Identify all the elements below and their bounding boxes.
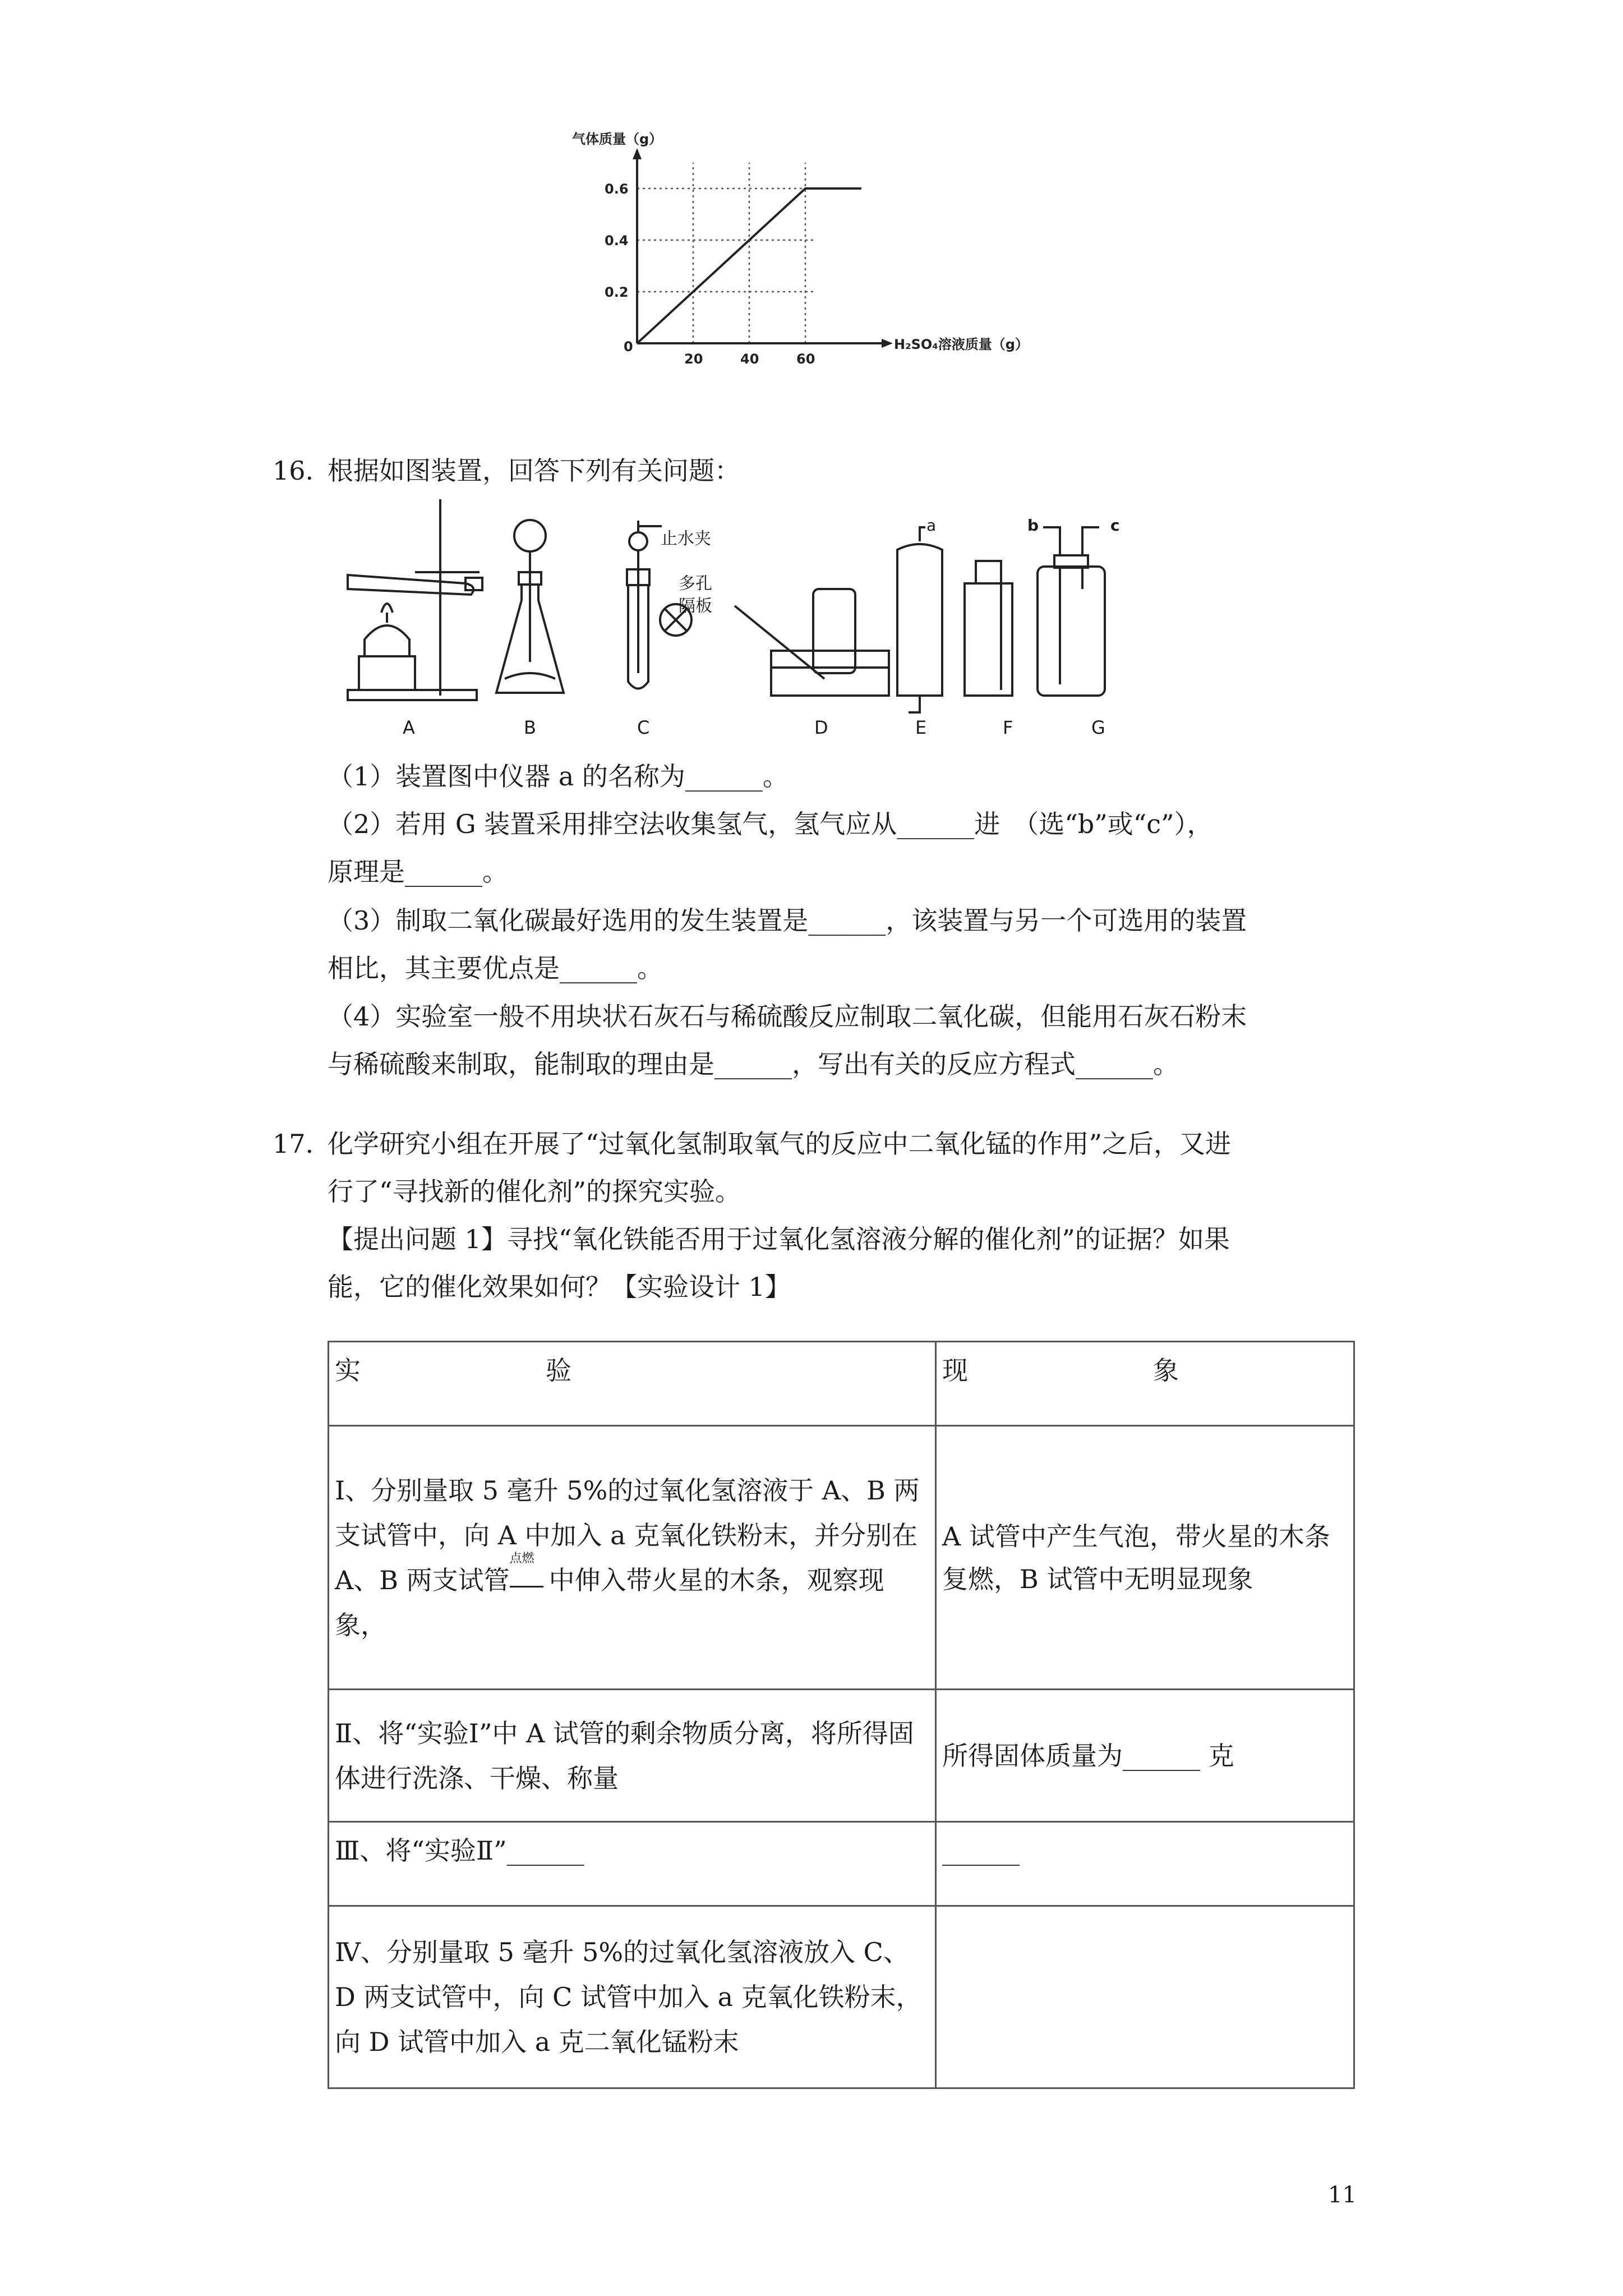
chart-y-arrow xyxy=(633,148,642,159)
q16-stem: 根据如图装置，回答下列有关问题： xyxy=(328,455,740,486)
apparatus-tag-c: c xyxy=(1110,516,1120,535)
q17-problem-line2: 能，它的催化效果如何？【实验设计 1】 xyxy=(328,1272,791,1302)
row3-experiment: Ⅲ、将“实验Ⅱ”______ xyxy=(329,1822,936,1906)
q16-sub4-line1: （4）实验室一般不用块状石灰石与稀硫酸反应制取二氧化碳，但能用石灰石粉末 xyxy=(328,1001,1247,1032)
apparatus-annot-porous-2: 隔板 xyxy=(679,596,712,616)
q16-sub2-line2: 原理是______。 xyxy=(328,857,508,887)
header-experiment: 实 验 xyxy=(329,1342,936,1426)
chart-x-tick-label: 40 xyxy=(740,351,759,365)
table-header-row xyxy=(329,1342,1354,1426)
apparatus-label-b: B xyxy=(524,717,536,738)
chart-x-arrow xyxy=(882,339,893,348)
apparatus-label-f: F xyxy=(1003,717,1013,738)
q17-stem-line1: 化学研究小组在开展了“过氧化氢制取氧气的反应中二氧化锰的作用”之后，又进 xyxy=(328,1129,1232,1159)
chart-y-tick-label: 0.6 xyxy=(605,181,629,197)
apparatus-tag-a: a xyxy=(926,516,937,535)
ignite-mark: 点燃 xyxy=(510,1571,549,1594)
apparatus-label-c: C xyxy=(637,717,650,738)
apparatus-figure xyxy=(331,494,1150,746)
apparatus-e xyxy=(897,527,942,712)
chart-y-tick-label: 0.2 xyxy=(605,284,629,300)
experiment-table xyxy=(328,1341,1355,2089)
apparatus-label-d: D xyxy=(814,717,828,738)
chart-grid xyxy=(637,163,813,343)
q17-problem-line1: 【提出问题 1】寻找“氧化铁能否用于过氧化氢溶液分解的催化剂”的证据？如果 xyxy=(328,1224,1230,1254)
table-row xyxy=(329,1426,1354,1690)
q17-number: 17. xyxy=(273,1129,314,1159)
table-row xyxy=(329,1906,1354,2088)
apparatus-annot-porous-1: 多孔 xyxy=(679,574,712,593)
row1-experiment: Ⅰ、分别量取 5 毫升 5%的过氧化氢溶液于 A、B 两支试管中，向 A 中加入 a 克氧化铁粉末，并分别在 A、B 两支试管 点燃 中伸入带火星的木条，观察现象， xyxy=(329,1426,936,1690)
gas-mass-chart xyxy=(561,123,1077,365)
row2-experiment: Ⅱ、将“实验Ⅰ”中 A 试管的剩余物质分离，将所得固体进行洗涤、干燥、称量 xyxy=(329,1690,936,1822)
row4-experiment: Ⅳ、分别量取 5 毫升 5%的过氧化氢溶液放入 C、D 两支试管中，向 C 试管中加入 a 克氧化铁粉末，向 D 试管中加入 a 克二氧化锰粉末 xyxy=(329,1906,936,2088)
chart-origin-label: 0 xyxy=(624,339,633,355)
q16-sub3-line2: 相比，其主要优点是______。 xyxy=(328,953,663,983)
apparatus-d xyxy=(735,589,889,696)
chart-y-tick-label: 0.4 xyxy=(605,233,629,249)
apparatus-tag-b: b xyxy=(1027,516,1039,535)
chart-ylabel: 气体质量（g） xyxy=(572,131,663,147)
page-number: 11 xyxy=(1328,2182,1357,2208)
chart-x-tick-label: 20 xyxy=(684,351,703,365)
apparatus-b xyxy=(496,520,564,693)
header-phenomenon: 现 象 xyxy=(936,1342,1354,1426)
apparatus-label-e: E xyxy=(915,717,927,738)
apparatus-annot-clip: 止水夹 xyxy=(661,529,711,549)
apparatus-g xyxy=(1038,527,1105,696)
apparatus-label-g: G xyxy=(1091,717,1105,738)
row3-observation: ______ xyxy=(936,1822,1354,1906)
chart-xlabel: H₂SO₄溶液质量（g） xyxy=(894,337,1029,352)
apparatus-label-a: A xyxy=(403,717,415,738)
apparatus-a xyxy=(348,499,482,700)
row1-observation: A 试管中产生气泡，带火星的木条复燃，B 试管中无明显现象 xyxy=(936,1426,1354,1690)
row2-observation: 所得固体质量为______ 克 xyxy=(936,1690,1354,1822)
q16-sub4-line2: 与稀硫酸来制取，能制取的理由是______，写出有关的反应方程式______。 xyxy=(328,1049,1179,1079)
q16-sub1: （1）装置图中仪器 a 的名称为______。 xyxy=(328,761,789,792)
q16-sub3-line1: （3）制取二氧化碳最好选用的发生装置是______，该装置与另一个可选用的装置 xyxy=(328,905,1247,936)
q16-number: 16. xyxy=(273,455,314,486)
chart-x-tick-label: 60 xyxy=(796,351,815,365)
row4-observation xyxy=(936,1906,1354,2088)
apparatus-f xyxy=(965,561,1012,696)
table-row xyxy=(329,1690,1354,1822)
q17-stem-line2: 行了“寻找新的催化剂”的探究实验。 xyxy=(328,1176,741,1207)
table-row xyxy=(329,1822,1354,1906)
q16-sub2-line1: （2）若用 G 装置采用排空法收集氢气，氢气应从______进 （选“b”或“c”）， xyxy=(328,809,1213,839)
